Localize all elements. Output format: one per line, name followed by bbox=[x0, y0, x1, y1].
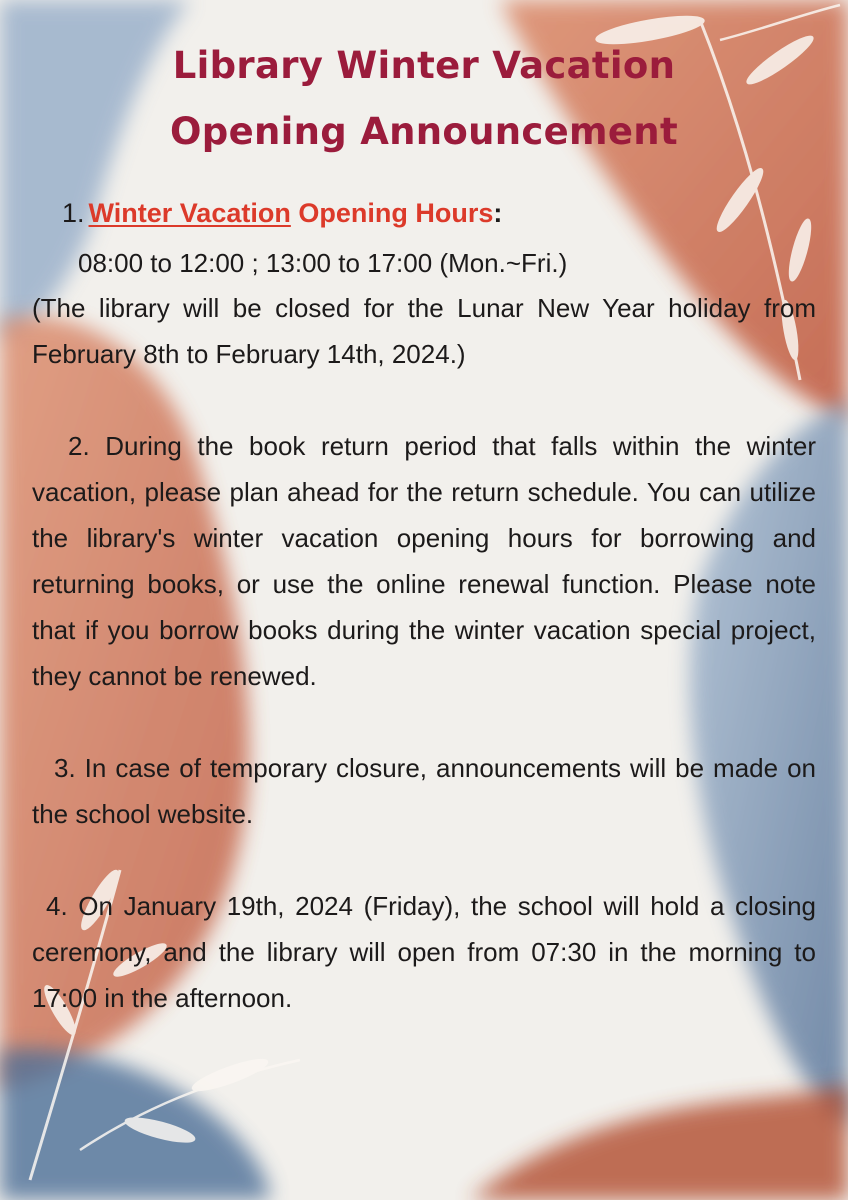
title-line-2: Opening Announcement bbox=[170, 110, 678, 153]
section-2-text: 2. During the book return period that falls within the winter vacation, please plan ahead for the return schedule. You can utilize the library's winter vacation opening hours for borrowing and returning books, or use the online renewal function. Please note that if you borrow books during the winter vacation special project, they cannot be renewed. bbox=[32, 431, 816, 691]
winter-vacation-label: Winter Vacation bbox=[88, 198, 291, 228]
section-4-text: 4. On January 19th, 2024 (Friday), the school will hold a closing ceremony, and the library will open from 07:30 in the morning to 17:00 in the afternoon. bbox=[32, 891, 816, 1013]
section-3-text: 3. In case of temporary closure, announcements will be made on the school website. bbox=[32, 753, 816, 829]
lunar-new-year-closure-note: (The library will be closed for the Lunar New Year holiday from February 8th to February 14th, 2024.) bbox=[32, 293, 816, 369]
section-1-heading bbox=[62, 198, 502, 229]
section-1-number: 1. bbox=[62, 198, 85, 228]
heading-colon: : bbox=[493, 198, 503, 228]
title-line-1: Library Winter Vacation bbox=[172, 44, 676, 87]
opening-hours-label: Opening Hours bbox=[298, 198, 494, 228]
opening-hours-text: 08:00 to 12:00 ; 13:00 to 17:00 (Mon.~Fri.) bbox=[78, 248, 568, 278]
